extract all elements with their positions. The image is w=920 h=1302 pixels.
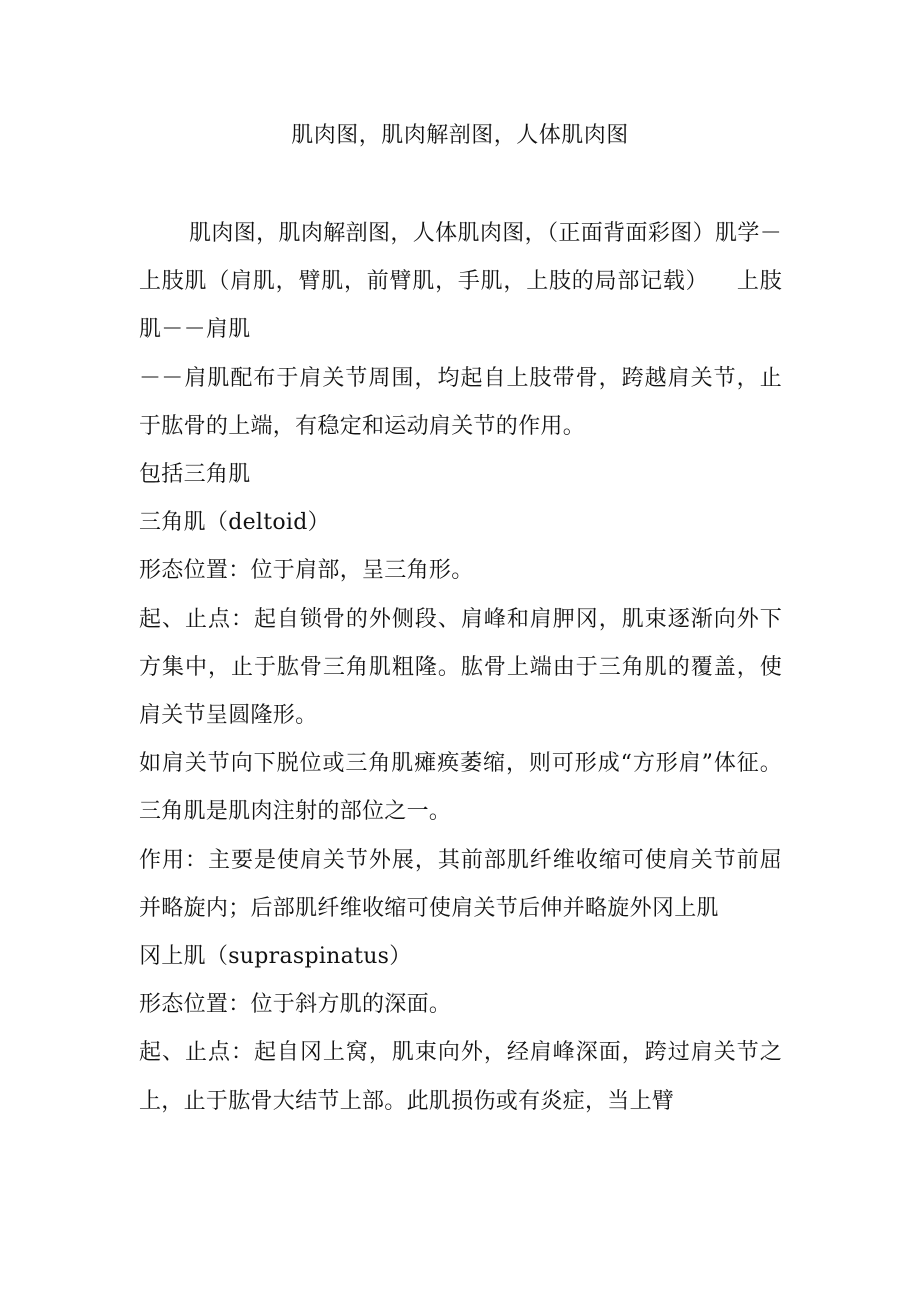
- paragraph-supraspinatus-position: 形态位置：位于斜方肌的深面。: [139, 992, 452, 1018]
- paragraph-shoulder-muscles: －－肩肌配布于肩关节周围，均起自上肢带骨，跨越肩关节，止于肱骨的上端，有稳定和运动肩关节的作用。: [139, 365, 782, 439]
- paragraph-includes-deltoid: 包括三角肌: [139, 462, 251, 488]
- paragraph-intro-text: 肌肉图，肌肉解剖图，人体肌肉图，（正面背面彩图）肌学－上肢肌（肩肌，臂肌，前臂肌，手肌，上肢的局部记载）: [139, 221, 782, 295]
- paragraph-deltoid-dislocation: 如肩关节向下脱位或三角肌瘫痪萎缩，则可形成“方形肩”体征。三角肌是肌肉注射的部位之一。: [139, 751, 782, 825]
- document-title: 肌肉图，肌肉解剖图，人体肌肉图: [291, 123, 629, 148]
- paragraph-intro-subheading: 上肢肌－－肩肌: [139, 269, 782, 343]
- heading-supraspinatus: 冈上肌（supraspinatus）: [139, 944, 412, 970]
- paragraph-deltoid-function: 作用：主要是使肩关节外展，其前部肌纤维收缩可使肩关节前屈并略旋内；后部肌纤维收缩可使肩关节后伸并略旋外冈上肌: [139, 847, 782, 921]
- document-body: [139, 210, 782, 1126]
- paragraph-intro: [139, 210, 782, 355]
- paragraph-deltoid-origin-insertion: 起、止点：起自锁骨的外侧段、肩峰和肩胛冈，肌束逐渐向外下方集中，止于肱骨三角肌粗隆。肱骨上端由于三角肌的覆盖，使肩关节呈圆隆形。: [139, 606, 782, 729]
- heading-deltoid: 三角肌（deltoid）: [139, 510, 330, 536]
- paragraph-deltoid-position: 形态位置：位于肩部，呈三角形。: [139, 558, 474, 584]
- paragraph-supraspinatus-origin-insertion: 起、止点：起自冈上窝，肌束向外，经肩峰深面，跨过肩关节之上，止于肱骨大结节上部。此肌损伤或有炎症，当上臂: [139, 1040, 782, 1114]
